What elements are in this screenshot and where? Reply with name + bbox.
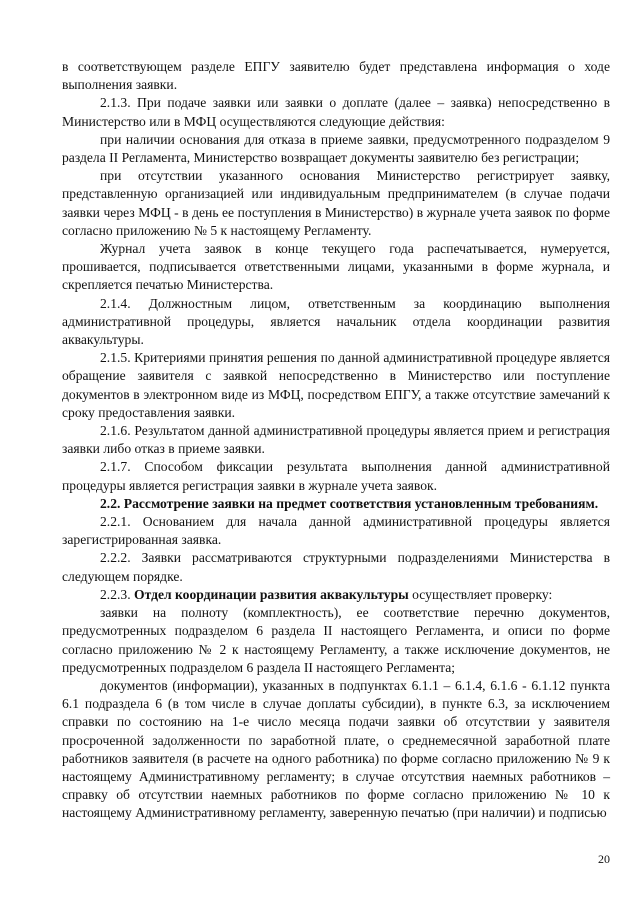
paragraph: 2.2.2. Заявки рассматриваются структурными подразделениями Министерства в следующем порядке. bbox=[62, 550, 610, 584]
clause-number: 2.2.3. bbox=[100, 586, 131, 602]
section-heading: 2.2. Рассмотрение заявки на предмет соответствия установленным требованиям. bbox=[100, 495, 599, 511]
paragraph: при наличии основания для отказа в приеме заявки, предусмотренного подразделом 9 раздела II Регламента, Министерство возвращает документы заявителю без регистрации; bbox=[62, 131, 610, 166]
document-page bbox=[62, 58, 610, 823]
paragraph: 2.1.6. Результатом данной административной процедуры является прием и регистрация заявки либо отказ в приеме заявки. bbox=[62, 423, 610, 457]
paragraph: 2.1.7. Способом фиксации результата выполнения данной административной процедуры является регистрация заявки в журнале учета заявок. bbox=[62, 459, 610, 493]
paragraph: Журнал учета заявок в конце текущего года распечатывается, нумеруется, прошивается, подписывается ответственными лицами, указанными в форме журнала, и скрепляется печатью Министерства. bbox=[62, 241, 610, 293]
paragraph: 2.1.3. При подаче заявки или заявки о доплате (далее – заявка) непосредственно в Министерство или в МФЦ осуществляются следующие действия: bbox=[62, 95, 610, 129]
paragraph: заявки на полноту (комплектность), ее соответствие перечню документов, предусмотренных подразделом 6 раздела II настоящего Регламента, и описи по форме согласно приложению № 2 к настоящему Регламенту, а также исключение документов, не предусмотренных подразделом 6 раздела II настоящего Регламента; bbox=[62, 605, 610, 675]
paragraph: в соответствующем разделе ЕПГУ заявителю будет представлена информация о ходе выполнения заявки. bbox=[62, 59, 610, 93]
paragraph: 2.1.4. Должностным лицом, ответственным за координацию выполнения административной процедуры, является начальник отдела координации развития аквакультуры. bbox=[62, 295, 610, 348]
department-name: Отдел координации развития аквакультуры bbox=[134, 586, 409, 602]
page-number: 20 bbox=[598, 852, 610, 866]
clause-text: осуществляет проверку: bbox=[412, 586, 553, 602]
paragraph: при отсутствии указанного основания Министерство регистрирует заявку, представленную организацией или индивидуальным предпринимателем (в случае подачи заявки через МФЦ - в день ее поступления в Министерство) в журнале учета заявок по форме согласно приложению № 5 к настоящему Регламенту. bbox=[62, 168, 610, 238]
paragraph: 2.1.5. Критериями принятия решения по данной административной процедуре является обращение заявителя с заявкой непосредственно в Министерство или поступление документов в электронном виде из МФЦ, посредством ЕПГУ, а также отсутствие замечаний к сроку предоставления заявки. bbox=[62, 350, 610, 420]
paragraph: 2.2.1. Основанием для начала данной административной процедуры является зарегистрированная заявка. bbox=[62, 514, 610, 548]
paragraph-2-2-3 bbox=[62, 586, 610, 604]
paragraph: документов (информации), указанных в подпунктах 6.1.1 – 6.1.4, 6.1.6 - 6.1.12 пункта 6.1 подраздела 6 (в том числе в случае доплаты субсидии), в пункте 6.3, за исключением справки по состоянию на 1-е число месяца подачи заявки об отсутствии у заявителя просроченной задолженности по заработной плате, о среднемесячной заработной плате работников заявителя (в расчете на одного работника) по форме согласно приложению № 9 к настоящему Административному регламенту; в случае отсутствия наемных работников – справку об отсутствии наемных работников по форме согласно приложению № 10 к настоящему Административному регламенту, заверенную печатью (при наличии) и подписью bbox=[62, 677, 610, 821]
